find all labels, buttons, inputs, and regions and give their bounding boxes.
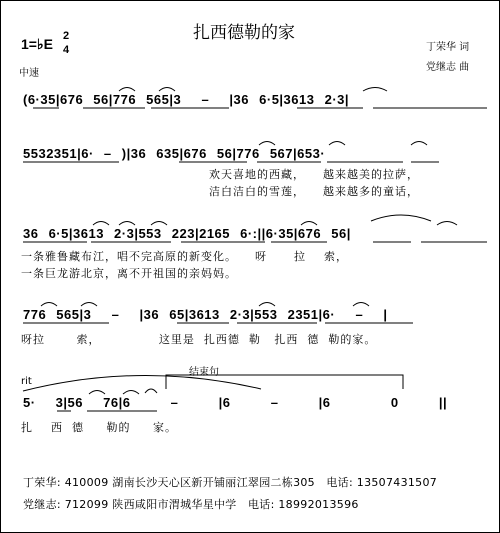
slur <box>81 303 97 307</box>
contact-lyricist: 丁荣华: 410009 湖南长沙天心区新开铺丽江翠园二栋305 电话: 13507431507 <box>23 476 438 489</box>
slur <box>123 391 139 395</box>
staff-line-3: 36 6·5|3613 2·3|553 223|2165 6·:||6·35|676 56| <box>23 226 351 241</box>
slur <box>437 222 457 226</box>
slur <box>411 142 427 146</box>
time-signature-top: 2 <box>63 30 70 42</box>
slur <box>363 88 387 92</box>
key-signature: 1=♭E <box>21 36 53 52</box>
slur <box>371 215 431 221</box>
time-signature-bottom: 4 <box>63 44 70 56</box>
slur <box>259 303 275 307</box>
contact-composer: 党继志: 712099 陕西咸阳市渭城华星中学 电话: 18992013596 <box>23 498 359 511</box>
slur <box>329 142 345 146</box>
song-title: 扎西德勒的家 <box>193 23 295 43</box>
staff-line-2: 5532351|6· – )|36 635|676 56|776 567|653· <box>23 146 326 161</box>
slur <box>259 142 275 146</box>
slur <box>93 222 109 226</box>
ending-label: 结束句 <box>189 367 219 378</box>
tempo-marking: 中速 <box>19 68 39 79</box>
staff-line-1: (6·35|676 56|776 565|3 – |36 6·5|3613 2·3| <box>23 92 350 107</box>
slur <box>119 88 135 92</box>
slur <box>301 222 317 226</box>
slur <box>23 375 261 391</box>
lyrics-verse2-line2: 一条巨龙游北京，离不开祖国的亲妈妈。 <box>21 267 237 280</box>
lyrics-verse1-line2: 一条雅鲁藏布江，唱不完高原的新变化。 呀 拉 索， <box>21 250 348 263</box>
fermata <box>145 389 157 393</box>
lyrics-ending: 扎 西 德 勒的 家。 <box>21 421 177 434</box>
slur <box>151 222 167 226</box>
staff-line-5: 5· 3|56 76|6 – |6 – |6 0 || <box>23 395 448 410</box>
lyricist-credit: 丁荣华 词 <box>426 42 470 53</box>
slur <box>41 303 57 307</box>
lyrics-line3: 呀拉 索， 这里是 扎西德 勒 扎西 德 勒的家。 <box>21 333 377 346</box>
rit-marking: rit <box>21 376 32 387</box>
slur <box>89 391 105 395</box>
lyrics-verse2-line1: 洁白洁白的雪莲， 越来越多的童话， <box>209 185 419 198</box>
ending-bracket <box>166 375 403 389</box>
slur <box>159 88 175 92</box>
staff-line-4: 776 565|3 – |36 65|3613 2·3|553 2351|6· – | <box>23 307 388 322</box>
slur <box>119 222 135 226</box>
score-markings <box>1 1 499 532</box>
slur <box>353 303 369 307</box>
lyrics-verse1-line1: 欢天喜地的西藏， 越来越美的拉萨， <box>209 168 419 181</box>
composer-credit: 党继志 曲 <box>426 62 470 73</box>
